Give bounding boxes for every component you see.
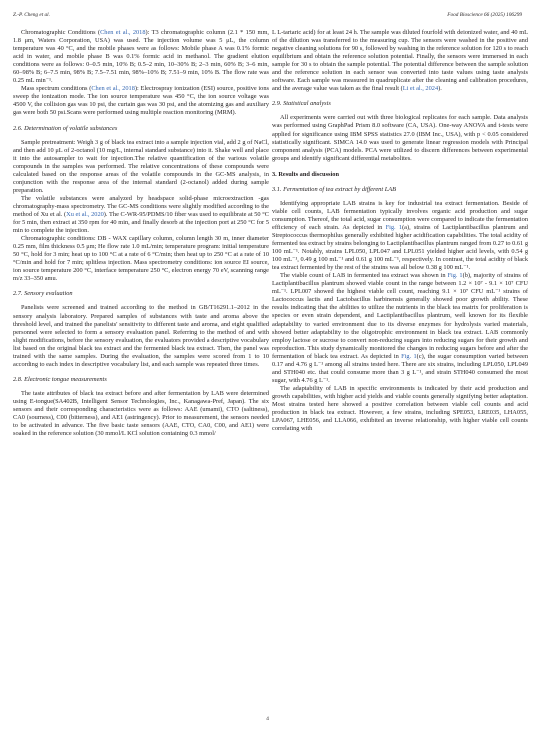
page-number: 4 bbox=[266, 716, 269, 722]
paragraph: Mass spectrum conditions (Chen et al., 2018): Electrospray ionization (ESI) source, positive ions sweep the ionization mode. The ion source temperature was 450 °C, the ion source voltage was 4500 V, the collision gas was 10 psi, the curtain gas was 30 psi, and the atomizing gas and auxiliary gas were both 50 psi.Scans were performed using multiple reaction monitoring (MRM). bbox=[13, 85, 269, 117]
citation-link[interactable]: Li et al., 2024 bbox=[402, 85, 439, 93]
paragraph: Sample pretreatment: Weigh 3 g of black tea extract into a sample injection vial, add 2 g of NaCl, and then add 10 μL of 2-octanol (10 mg/L, internal standard substance) into it. Shake well and place it into the autosampler to wait for injection.The relative quantification of the various volatile compounds in the samples was performed. The relative concentrations of these compounds were calculated based on the response areas of the volatile compounds in the GC-MS analysis, in conjunction with the response area of the internal standard (2-octanol) added during sample preparation. bbox=[13, 138, 269, 194]
subsection-heading: 2.9. Statistical analysis bbox=[272, 100, 331, 108]
subsection-heading: 2.7. Sensory evaluation bbox=[13, 290, 73, 298]
section-heading: 3. Results and discussion bbox=[272, 170, 339, 178]
subsection-heading: 2.8. Electronic tongue measurements bbox=[13, 375, 107, 383]
paragraph: The adaptability of LAB in specific environments is indicated by their acid production and growth capabilities, with higher acid yields and viable counts generally signifying better adaptation. Most strains tested here showed a positive correlation between viable cell counts and acid production in black tea extract. However, a few strains, including SPE053, LRE035, LHA055, LPA067, LHE056, and LLA066, exhibited an inverse relationship, with higher viable cell counts correlating with bbox=[272, 384, 528, 433]
paragraph: Chromatographic conditions: DB - WAX capillary column, column length 30 m, inner diameter 0.25 mm, film thickness 0.5 μm; He flow rate 1.0 mL/min; temperature program: initial temperature 50 °C, hold for 3 min; heat up to 100 °C at a rate of 6 °C/min; then heat up to 250 °C at a rate of 10 °C/min and hold for 7 min; splitless injection. Mass spectrometry conditions: ion source EI source, ion source temperature 200 °C, interface temperature 250 °C, electron energy 70 eV, scanning range m/z 33–350 amu. bbox=[13, 235, 269, 283]
figure-link[interactable]: Fig. 1 bbox=[447, 272, 463, 280]
paragraph: Panelists were screened and trained according to the method in GB/T16291.1–2012 in the sensory analysis laboratory. Prepared samples of substances with taste and aroma above the threshold level, and trained the panelists' sensitivity to different taste and aroma, and eight qualified personnel were selected to form a sensory evaluation panel. Referring to the method of and with slight modifications, before the sensory evaluation, the evaluators provided a descriptive vocabulary list based on the original black tea extract and the fermented black tea extract. Then, the panel was trained with the same samples. During the evaluation, the samples were scored from 1 to 10 according to each index in descriptive vocabulary list, and each sample was repeated three times. bbox=[13, 304, 269, 368]
paragraph: Identifying appropriate LAB strains is key for industrial tea extract fermentation. Beside of viable cell counts, LAB fermentation typically involves organic acid production and sugar consumption. Thereof, the total acid, sugar consumption were compared to indicate the fermentation efficiency of each strain. As depicted in Fig. 1(a), strains of Lactiplantibacillus plantrum and Streptococcus thermophilus generally exhibited higher acidification capabilities. The total acidity of fermented tea extract by strains belonging to Lactiplantibacillus plantrum ranged from 0.27 to 0.61 g 100 mL⁻¹. Notably, strains LPL050, LPL047 and LPL051 yielded higher acid levels, with 0.54 g 100 mL⁻¹, 0.49 g 100 mL⁻¹ and 0.61 g 100 mL⁻¹, respectively. In contrast, the total acidity of black tea extract fermented by the rest of the strains was all below 0.38 g 100 mL⁻¹. bbox=[272, 199, 528, 272]
paragraph: The viable count of LAB in fermented tea extract was shown in Fig. 1(b), majority of strains of Lactiplantibacillus plantrum showed viable count in the range between 1.2 × 10⁷ - 9.1 × 10⁷ CFU mL⁻¹. LPL007 showed the highest viable cell count, reaching 9.1 × 10⁷ CFU mL⁻¹ strains of Lactococcus lactis and Lactobacillus harbinensis generally showed poor growth ability. These results indicating that the abilities to utilize the nutrients in the black tea matrix for proliferation is species or even strain dependent, and Lactiplantibacillus plantrum, well known for its flexible adaptability to varied environment due to its diverse enzymes for hydrolysis varied materials, showed better adaptability to the oligotrophic environment in black tea extract. LAB commonly employ lactose or sucrose to convert non-reducing sugars into reducing sugars for their growth and reproduction. This study dynamically monitored the changes in reducing sugars before and after the fermentation of black tea extract. As depicted in Fig. 1(c), the sugar consumption varied between 0.17 and 4.76 g L⁻¹ among all strains tested here. There are six strains, including LPL050, LPL049 and STH040 etc. that could consume more than 3 g L⁻¹, and strain STH040 consumed the most sugar, with 4.76 g L⁻¹. bbox=[272, 272, 528, 384]
paragraph: L L-tartaric acid) for at least 24 h. The sample was diluted fourfold with deionized water, and 40 mL of the dilution was transferred to the measuring cup. The sensors were washed in the positive and negative cleaning solutions for 90 s, followed by washing in the reference solution for 120 s to reach equilibrium and obtain the reference solution potential. Finally, the sensors were immersed in each sample for 30 s to obtain the sample potential. The potential difference between the sample solution and the reference solution in each sensor was converted into taste values using taste analysis software. Each sample was measured in quadruplicate after the cleaning and calibration procedures, and the average value was taken as the final result (Li et al., 2024). bbox=[272, 29, 528, 93]
header-journal-link[interactable]: Food Bioscience 66 (2025) 106299 bbox=[447, 12, 522, 18]
paragraph: All experiments were carried out with three biological replicates for each sample. Data analysis was performed using GraphPad Prism 8.0 software (CA, USA). One-way ANOVA and t-tests were applied for significance using IBM SPSS statistics 27.0 (IBM Inc., USA), with p < 0.05 considered statistically significant. SIMCA 14.0 was used to generate linear regression models with Principal component analysis (PCA) models. PCA were utilized to discern differences between experimental groups and identify significant differential metabolites. bbox=[272, 114, 528, 162]
subsection-heading: 2.6. Determination of volatile substances bbox=[13, 124, 118, 132]
paragraph: The taste attributes of black tea extract before and after fermentation by LAB were determined using E-tongue(SA402B, Intelligent Sensor Technologies, Inc., Kanagawa-Pref, Japan). The six sensors and their corresponding characteristics were as follows: AAE (umami), CTO (saltiness), CA0 (sourness), C00 (bitterness), and AE1 (astringency). Prior to measurement, the sensors needed to be activated in advance. The five basic taste sensors (AAE, CTO, CA0, C00, and AE1) were soaked in the reference solution (30 mmol/L KCl solution containing 0.3 mmol/ bbox=[13, 389, 269, 438]
left-column bbox=[13, 29, 269, 438]
citation-link[interactable]: Xu et al., 2020 bbox=[66, 210, 104, 218]
header-authors: Z.-P. Cheng et al. bbox=[13, 12, 50, 18]
paragraph: Chromatographic Conditions (Chen et al., 2018): T3 chromatographic column (2.1 * 150 mm, 1.8 μm, Waters Corporation, USA) was used. The injection volume was 5 μL, the column temperature was 40 °C, and the mobile phases were as follows: Mobile phase A was 0.1% formic acid in water, and mobile phase B was 0.1% formic acid in methanol. The gradient elution conditions were as follows: 0–0.5 min, 10% B; 0.5–2 min, 10–30% B; 2–3 min, 60% B; 3–6 min, 60–98% B; 6–7.5 min, 98% B; 7.5–7.51 min, 98%–10% B; 7.51–9 min, 10% B. The flow rate was 0.25 mL min⁻¹. bbox=[13, 29, 269, 85]
right-column bbox=[272, 29, 528, 433]
paragraph: The volatile substances were analyzed by headspace solid-phase microextraction -gas chromatography-mass spectrometry. The GC-MS conditions were slightly modified according to the method of Xu et al. (Xu et al., 2020). The C-WR-95/PDMS/10 fiber was used to equilibrate at 50 °C for 5 min, then extract at 350 rpm for 40 min, and finally desorb at the injection port at 250 °C for 5 min to complete the injection. bbox=[13, 194, 269, 235]
citation-link[interactable]: Chen et al., 2018 bbox=[100, 29, 146, 36]
subsection-heading: 3.1. Fermentation of tea extract by different LAB bbox=[272, 185, 396, 193]
figure-link[interactable]: Fig. 1 bbox=[385, 223, 403, 231]
figure-link[interactable]: Fig. 1 bbox=[401, 352, 417, 360]
citation-link[interactable]: Chen et al., 2018 bbox=[91, 85, 135, 93]
running-header bbox=[13, 12, 522, 22]
